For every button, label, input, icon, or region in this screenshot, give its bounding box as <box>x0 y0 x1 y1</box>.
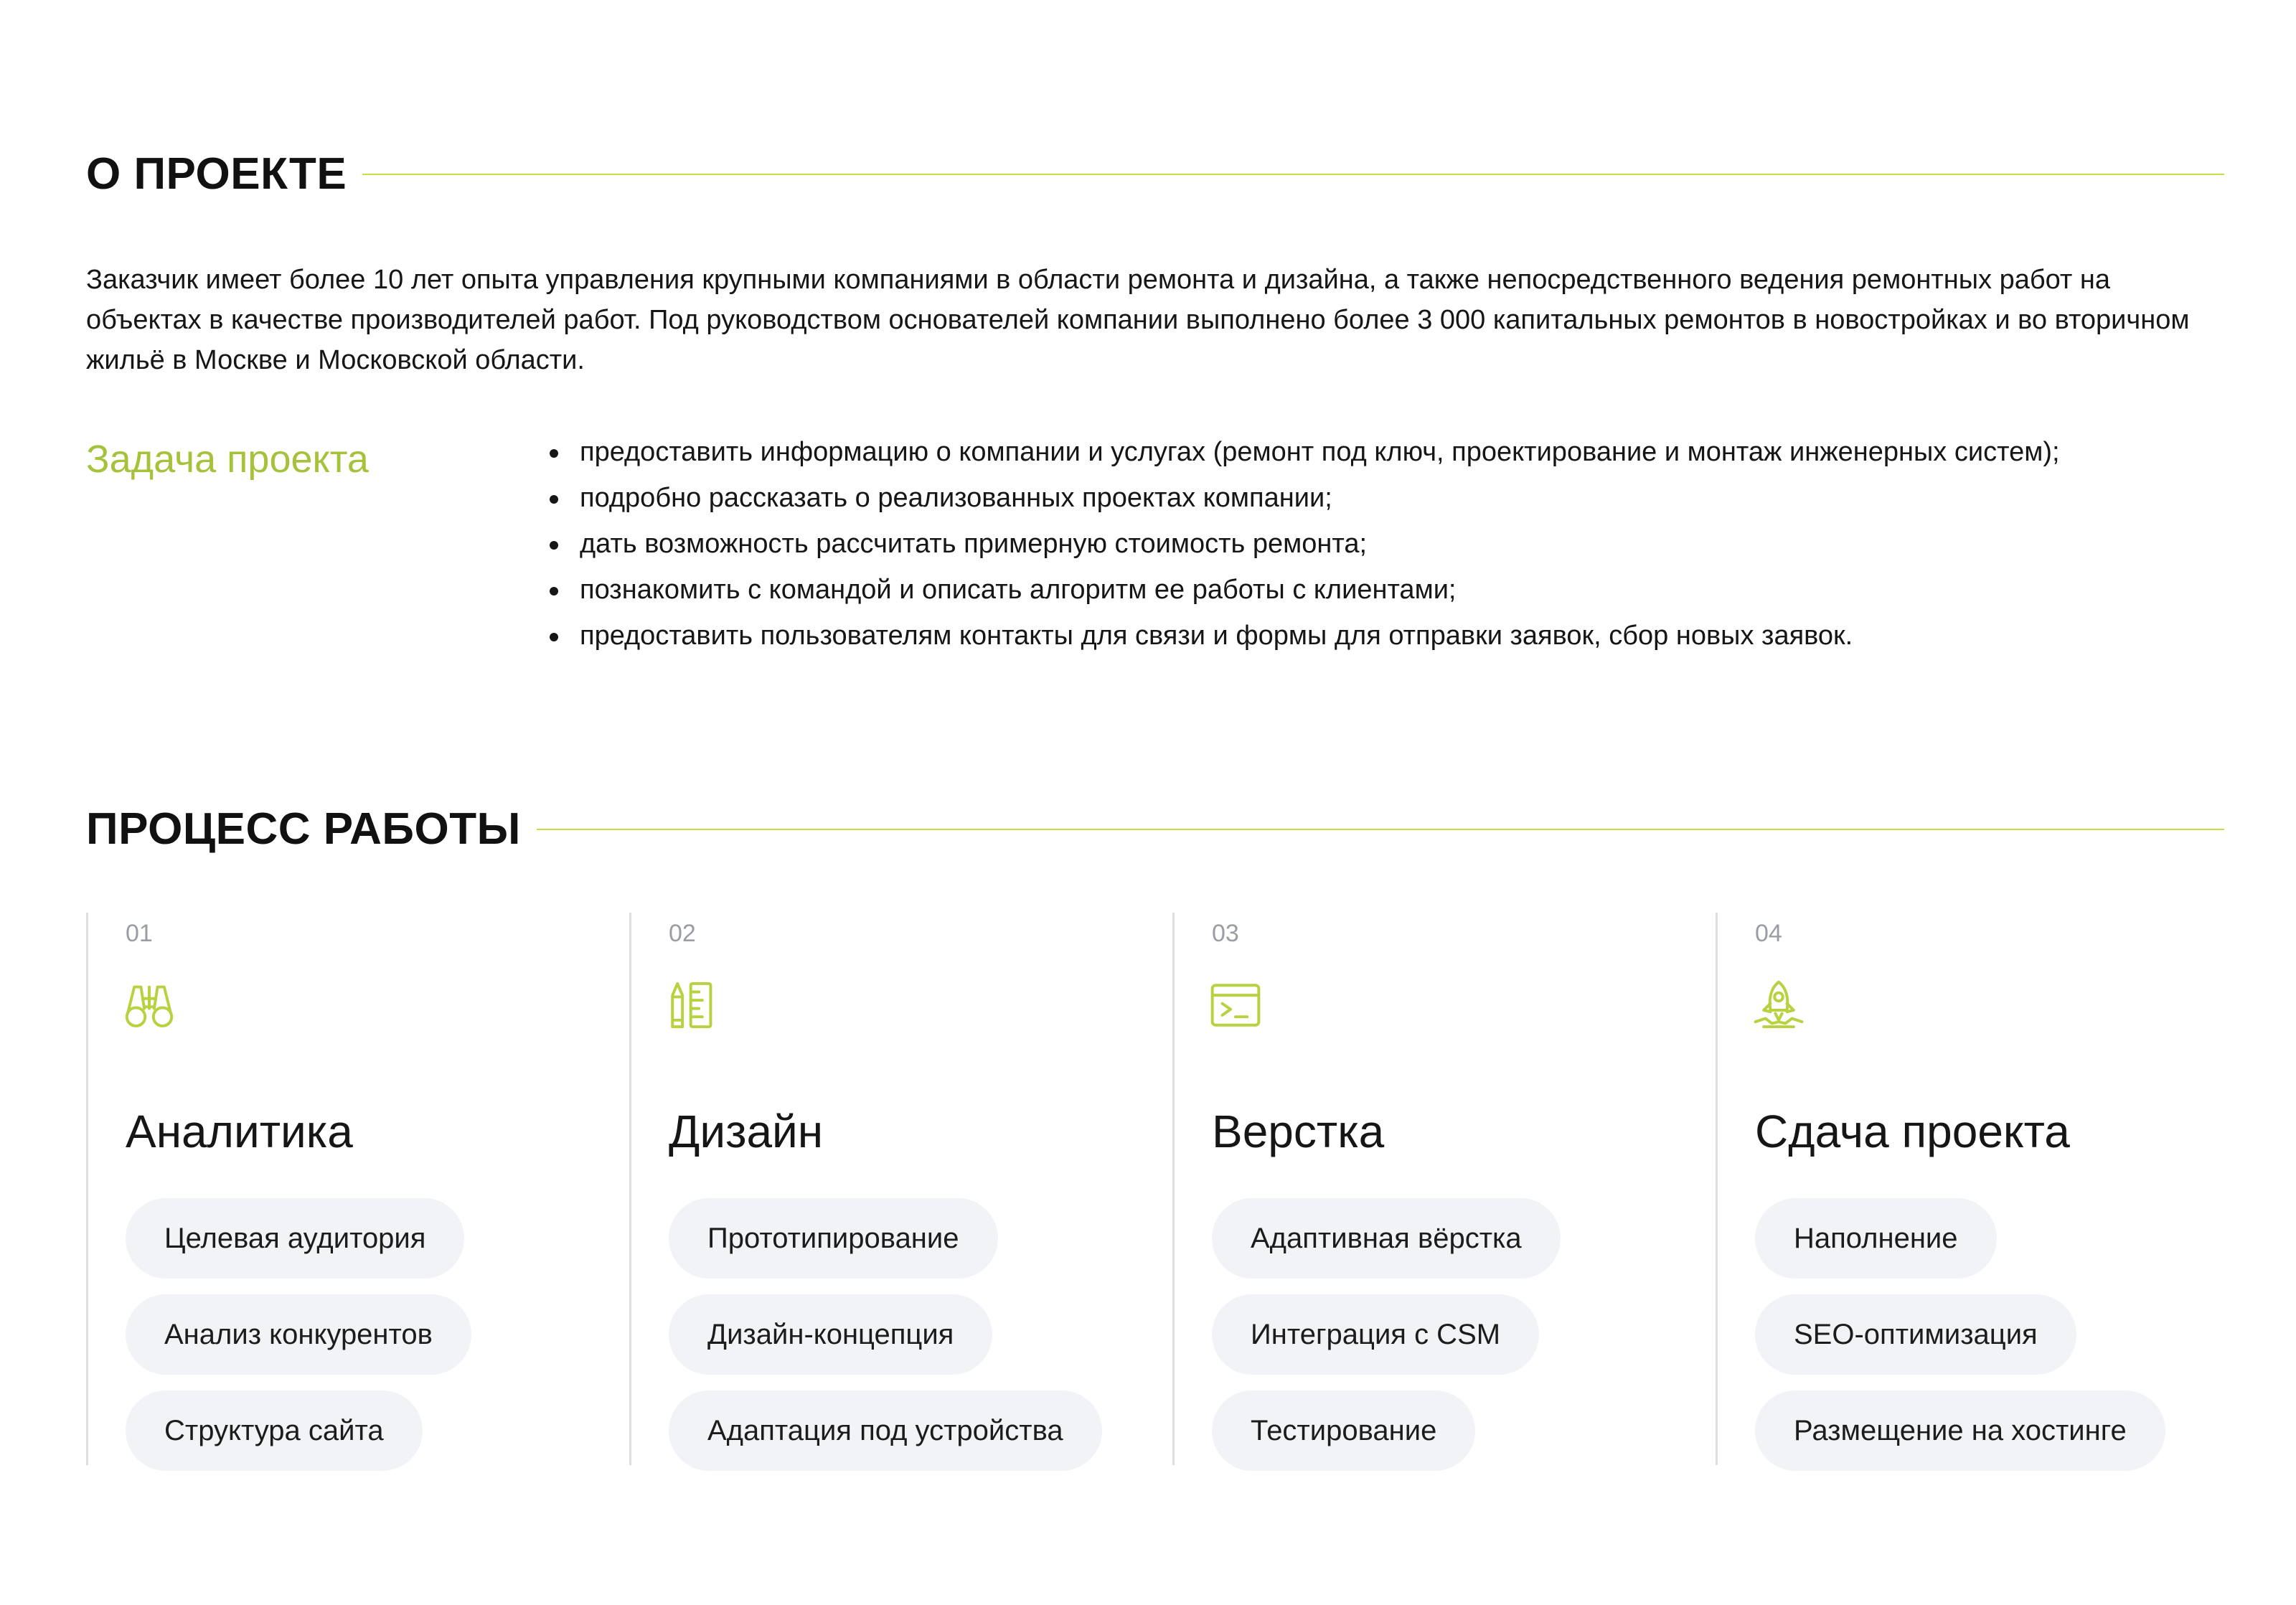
tag-pill: Интеграция с CSM <box>1212 1294 1539 1375</box>
binoculars-icon <box>123 979 176 1032</box>
task-title: Задача проекта <box>86 438 369 481</box>
step-tags <box>669 1198 1102 1487</box>
step-number: 01 <box>126 920 153 947</box>
tag-pill: Адаптивная вёрстка <box>1212 1198 1561 1279</box>
tag-pill: Анализ конкурентов <box>126 1294 471 1375</box>
tag-pill: Целевая аудитория <box>126 1198 464 1279</box>
tag-pill: Структура сайта <box>126 1390 423 1471</box>
pencil-ruler-icon <box>666 979 719 1032</box>
process-heading: ПРОЦЕСС РАБОТЫ <box>86 804 521 854</box>
process-step-design <box>629 913 1160 1465</box>
step-tags <box>126 1198 471 1487</box>
rocket-icon <box>1752 979 1805 1032</box>
step-title: Сдача проекта <box>1755 1106 2070 1157</box>
process-section-header <box>86 804 2224 854</box>
step-tags <box>1755 1198 2165 1487</box>
heading-divider <box>537 829 2224 830</box>
process-step-delivery <box>1716 913 2246 1465</box>
heading-divider <box>362 174 2224 175</box>
step-title: Верстка <box>1212 1106 1385 1157</box>
tag-pill: Прототипирование <box>669 1198 998 1279</box>
code-window-icon <box>1209 979 1262 1032</box>
task-list <box>545 429 2224 659</box>
task-list-item: предоставить пользователям контакты для связи и формы для отправки заявок, сбор новых заявок. <box>545 613 2224 659</box>
tag-pill: Тестирование <box>1212 1390 1475 1471</box>
step-number: 04 <box>1755 920 1782 947</box>
task-list-item: дать возможность рассчитать примерную стоимость ремонта; <box>545 521 2224 567</box>
task-list-item: подробно рассказать о реализованных проектах компании; <box>545 475 2224 521</box>
process-steps <box>86 913 2224 1465</box>
task-list-item: предоставить информацию о компании и услугах (ремонт под ключ, проектирование и монтаж инженерных систем); <box>545 429 2224 475</box>
step-title: Аналитика <box>126 1106 353 1157</box>
tag-pill: Размещение на хостинге <box>1755 1390 2165 1471</box>
about-text: Заказчик имеет более 10 лет опыта управления крупными компаниями в области ремонта и дизайна, а также непосредственного ведения ремонтных работ на объектах в качестве производителей работ. Под руководством основателей компании выполнено более 3 000 капитальных ремонтов в новостройках и во вторичном жильё в Москве и Московской области. <box>86 265 2190 375</box>
step-number: 02 <box>669 920 696 947</box>
tag-pill: SEO-оптимизация <box>1755 1294 2076 1375</box>
step-number: 03 <box>1212 920 1239 947</box>
tag-pill: Дизайн-концепция <box>669 1294 992 1375</box>
process-step-analytics <box>86 913 617 1465</box>
tag-pill: Наполнение <box>1755 1198 1997 1279</box>
step-title: Дизайн <box>669 1106 824 1157</box>
tag-pill: Адаптация под устройства <box>669 1390 1102 1471</box>
task-list-item: познакомить с командой и описать алгоритм ее работы с клиентами; <box>545 567 2224 613</box>
step-tags <box>1212 1198 1561 1487</box>
about-section-header <box>86 149 2224 199</box>
about-heading: О ПРОЕКТЕ <box>86 149 347 199</box>
process-step-markup <box>1172 913 1703 1465</box>
